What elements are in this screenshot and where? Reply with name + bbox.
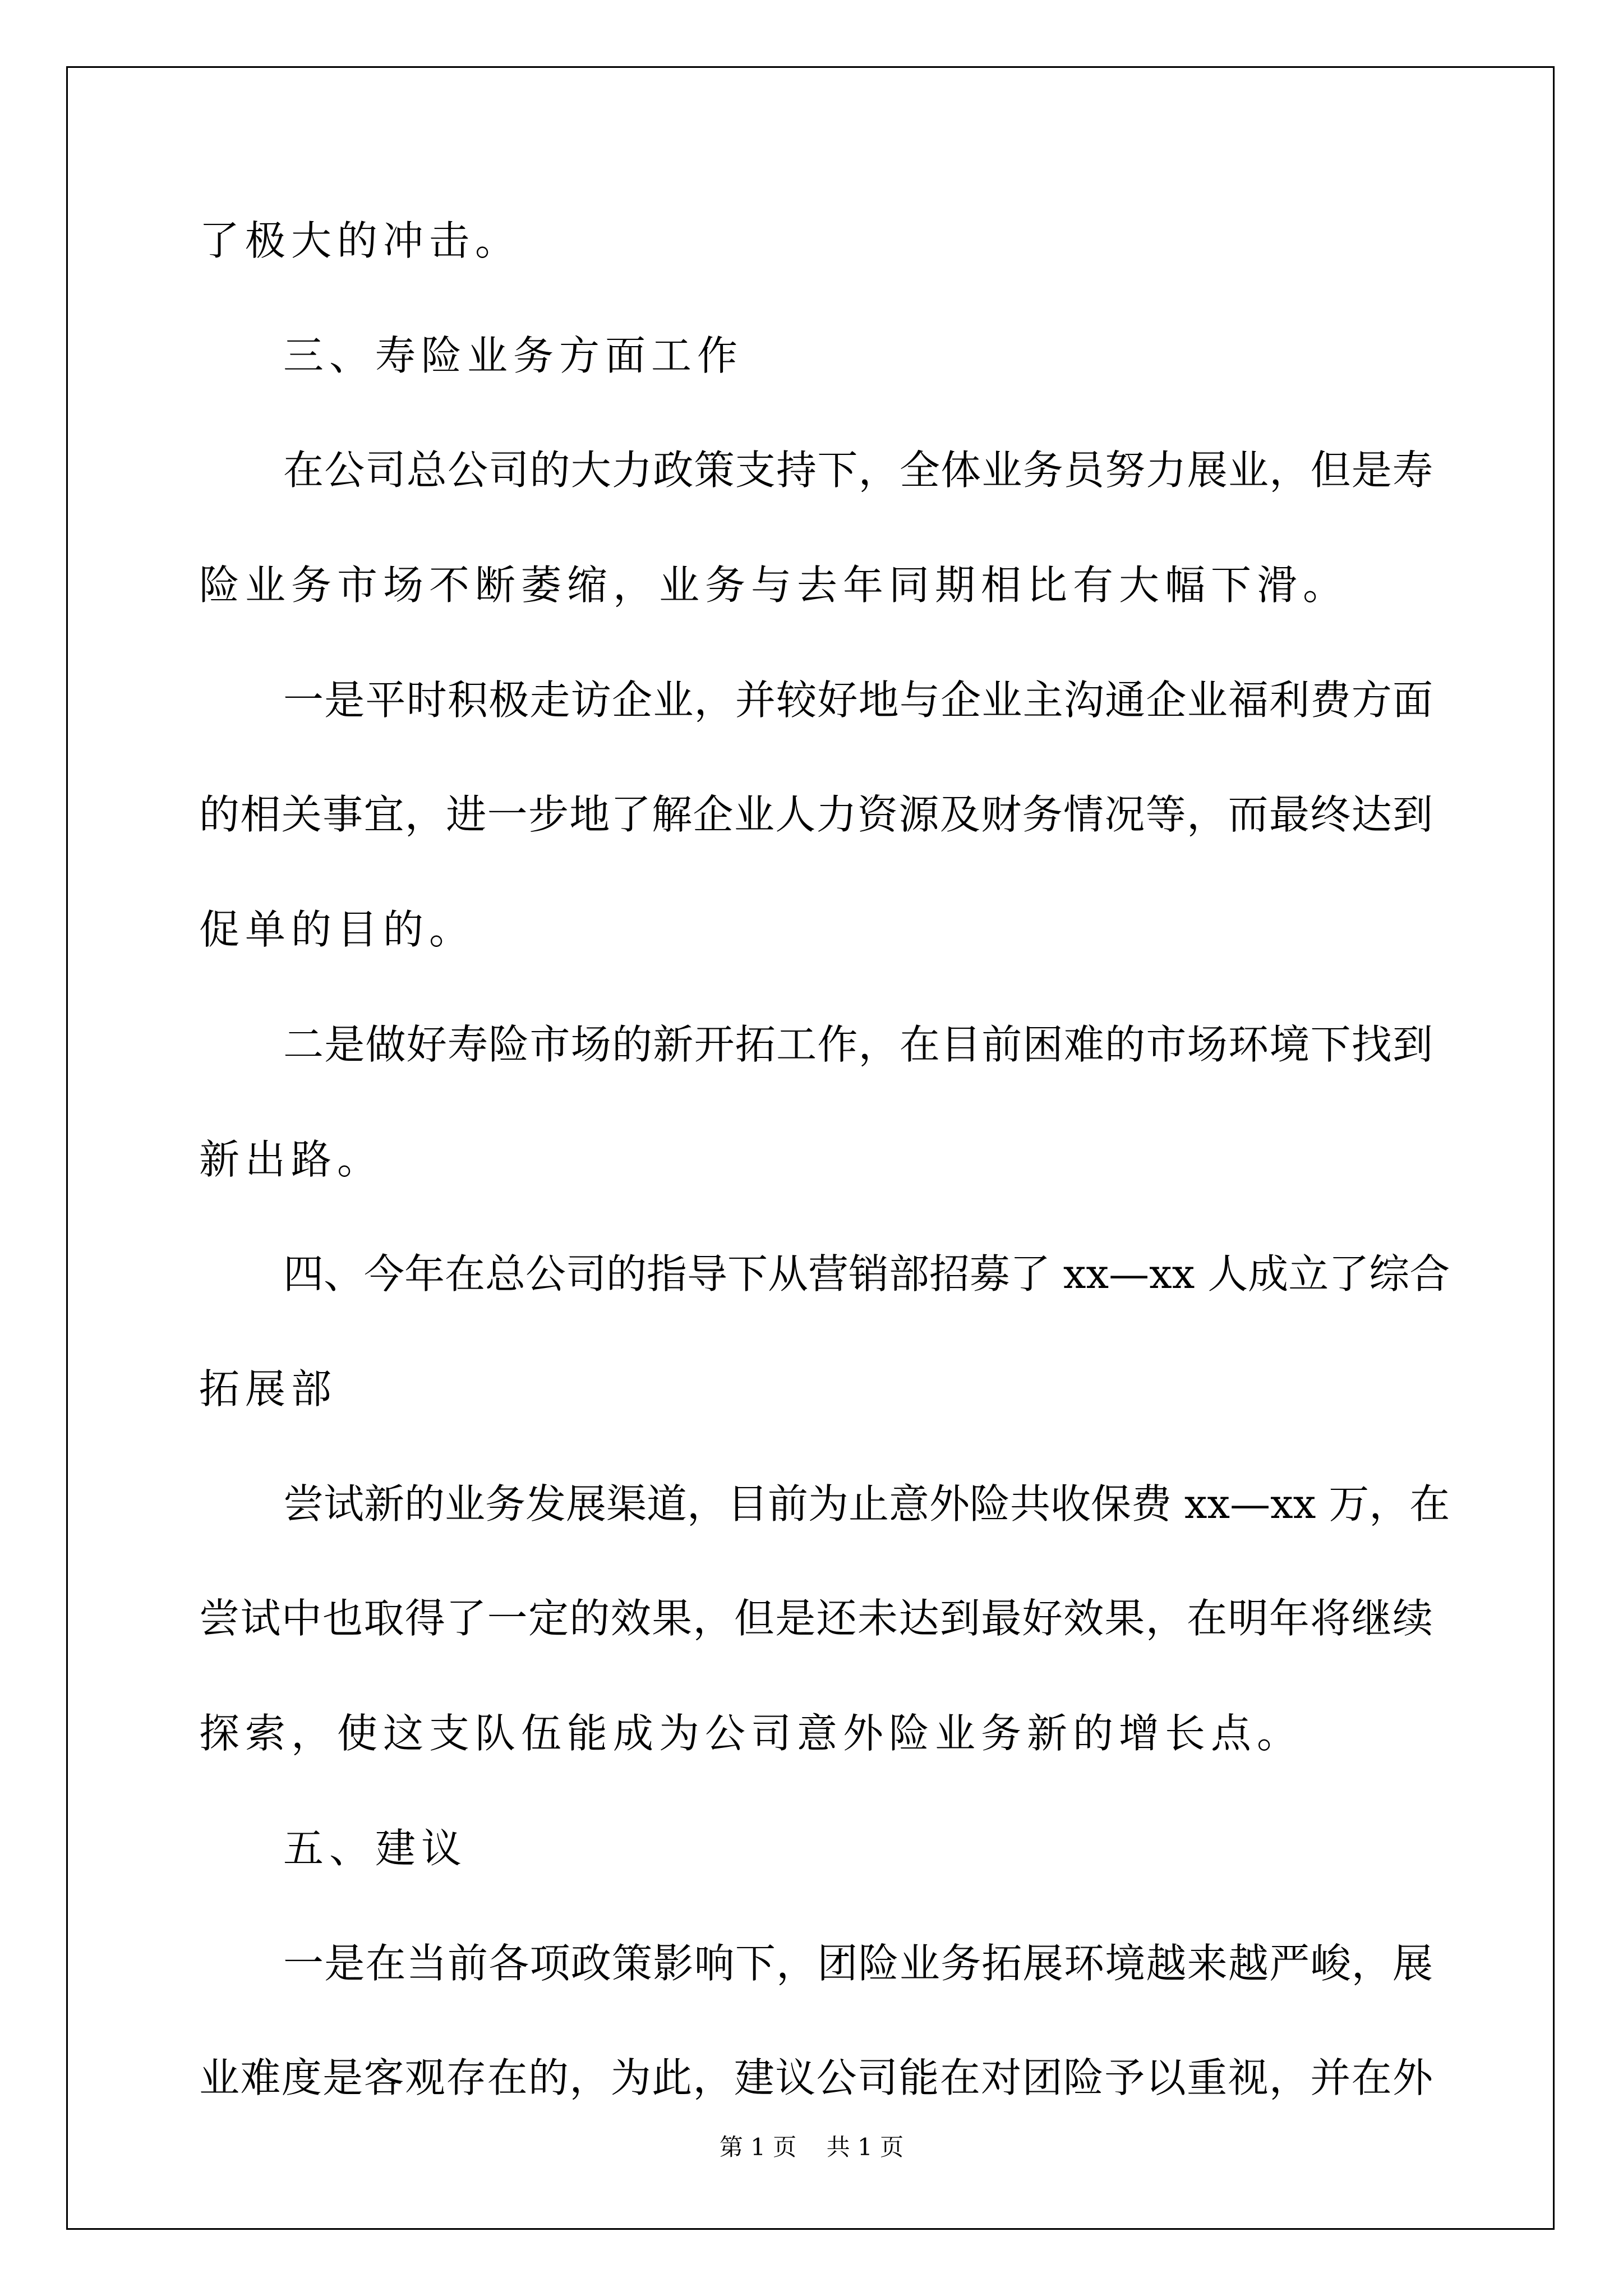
paragraph-line: 尝试中也取得了一定的效果，但是还未达到最好效果，在明年将继续 (199, 1595, 1433, 1642)
paragraph-line: 业难度是客观存在的，为此，建议公司能在对团险予以重视，并在外 (199, 2054, 1433, 2101)
paragraph-line: 二是做好寿险市场的新开拓工作，在目前困难的市场环境下找到 (283, 1021, 1433, 1068)
paragraph-line: 探索，使这支队伍能成为公司意外险业务新的增长点。 (199, 1710, 1303, 1757)
paragraph-line: 的相关事宜，进一步地了解企业人力资源及财务情况等，而最终达到 (199, 791, 1433, 838)
paragraph-line: 在公司总公司的大力政策支持下，全体业务员努力展业，但是寿 (283, 447, 1433, 494)
paragraph-line: 险业务市场不断萎缩，业务与去年同期相比有大幅下滑。 (199, 562, 1349, 609)
paragraph-line: 一是在当前各项政策影响下，团险业务拓展环境越来越严峻，展 (283, 1940, 1433, 1987)
paragraph-line: 尝试新的业务发展渠道，目前为止意外险共收保费 xx—xx 万，在 (283, 1480, 1450, 1527)
section-heading: 三、寿险业务方面工作 (283, 332, 744, 379)
paragraph-line: 新出路。 (199, 1136, 384, 1183)
section-heading: 四、今年在总公司的指导下从营销部招募了 xx—xx 人成立了综合 (283, 1250, 1450, 1297)
page-total: 共 1 页 (826, 2133, 904, 2161)
section-heading: 五、建议 (283, 1825, 468, 1872)
paragraph-line: 了极大的冲击。 (199, 217, 522, 264)
paragraph-line: 一是平时积极走访企业，并较好地与企业主沟通企业福利费方面 (283, 677, 1433, 724)
page-footer (0, 2129, 1623, 2162)
page-number: 第 1 页 (719, 2133, 797, 2161)
paragraph-line: 拓展部 (199, 1365, 338, 1412)
paragraph-line: 促单的目的。 (199, 906, 476, 953)
